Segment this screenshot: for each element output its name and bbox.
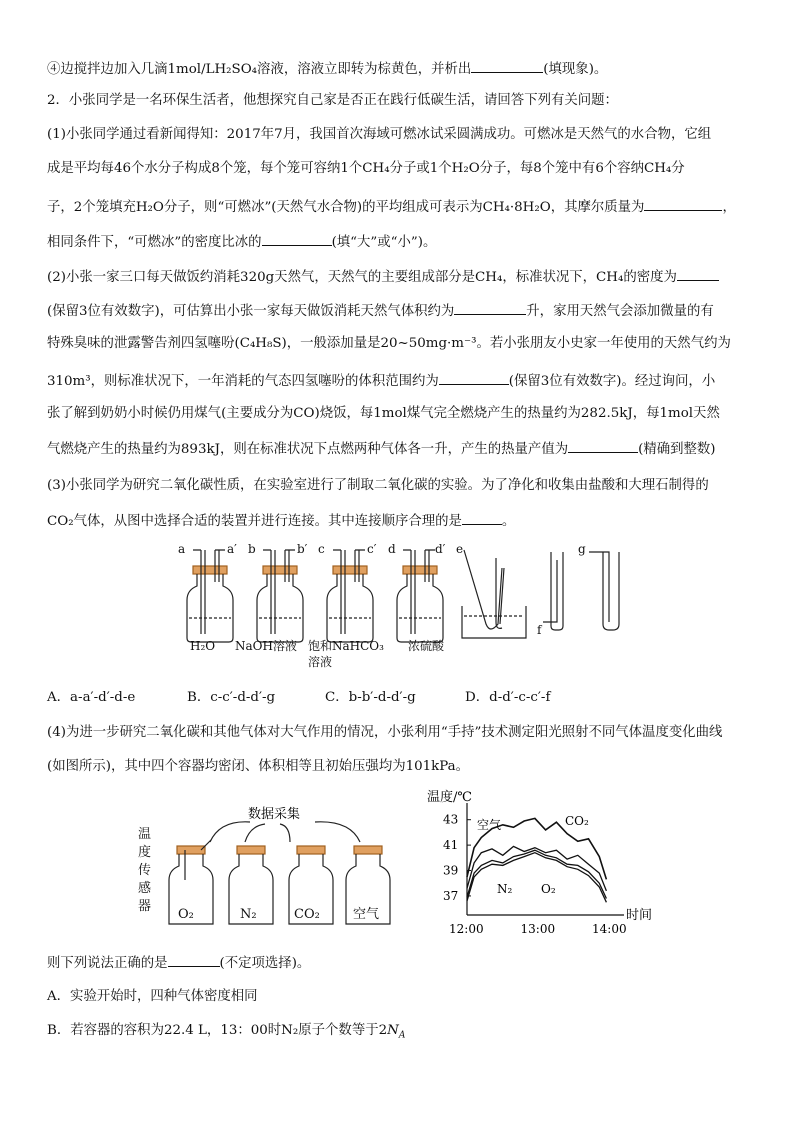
y-tick-label: 37	[443, 888, 459, 903]
y-tick-label: 39	[443, 863, 459, 878]
text-line-4	[47, 159, 685, 179]
y-axis-label: 温度/℃	[427, 790, 472, 805]
sensor-label-1: 温	[138, 827, 152, 842]
line-15-text: (4)为进一步研究二氧化碳和其他气体对大气作用的情况，小张利用“手持”技术测定阳光照射不同气体温度变化曲线	[47, 725, 723, 740]
series-label-n2: N₂	[497, 882, 513, 896]
temperature-chart	[425, 785, 675, 940]
option-c[interactable]: C．b-b′-d-d′-g	[325, 690, 416, 705]
text-line-16	[47, 757, 469, 777]
line-12-text: 气燃烧产生的热量约为893kJ，则在标准状况下点燃两种气体各一升，产生的热量产值为	[47, 442, 569, 457]
question-2-title	[47, 91, 618, 111]
text-line-10	[47, 370, 715, 392]
series-label-co2: CO₂	[565, 814, 589, 828]
bottle-label-n2: N₂	[240, 907, 257, 922]
line-16-text: (如图所示)，其中四个容器均密闭、体积相等且初始压强均为101kPa。	[47, 759, 470, 774]
y-tick-label: 43	[443, 812, 459, 827]
answer-blank[interactable]	[454, 300, 526, 315]
wash-bottle-4	[397, 550, 443, 642]
answer-blank[interactable]	[168, 952, 220, 967]
x-tick-label: 12:00	[449, 922, 484, 936]
text-line-7	[47, 266, 719, 288]
line-6-end: (填“大”或“小”)。	[331, 235, 437, 250]
line-17-end: (不定项选择)。	[219, 956, 311, 971]
series-line-3	[467, 853, 606, 903]
answer-blank[interactable]	[462, 510, 502, 525]
line-11-text: 张了解到奶奶小时候仍用煤气(主要成分为CO)烧饭，每1mol煤气完全燃烧产生的热量约为282.5kJ，每1mol天然	[47, 406, 720, 421]
sensor-label-5: 器	[138, 899, 152, 914]
port-a-prime: a′	[227, 542, 237, 556]
temperature-chart-svg	[425, 785, 675, 940]
line-14-end: 。	[501, 514, 516, 529]
text-line-17	[47, 952, 310, 974]
answer-blank[interactable]	[439, 370, 509, 385]
port-b: b	[248, 542, 256, 556]
x-axis-label: 时间	[626, 908, 653, 923]
x-tick-label: 14:00	[592, 922, 627, 936]
line-10-text: 310m³，则标准状况下，一年消耗的气态四氢噻吩的体积范围约为	[47, 374, 439, 389]
line-6-text: 相同条件下，“可燃冰”的密度比冰的	[47, 235, 262, 250]
label-water: H₂O	[190, 639, 216, 653]
line-8-end: 升，家用天然气会添加微量的有	[526, 304, 714, 319]
sensor-label-3: 传	[138, 863, 152, 878]
line-9-text: 特殊臭味的泄露警告剂四氢噻吩(C₄H₈S)，一般添加量是20~50mg·m⁻³。若小张朋友小史家一年使用的天然气约为	[47, 336, 731, 351]
sensor-figure	[130, 800, 420, 935]
text-line-11	[47, 404, 720, 424]
line-10-end: (保留3位有效数字)。经过询问，小	[508, 374, 716, 389]
text-line-5	[47, 196, 736, 218]
line-7-text: (2)小张一家三口每天做饭约消耗320g天然气，天然气的主要组成部分是CH₄，标准状况下，CH₄的密度为	[47, 270, 677, 285]
line-14-text: CO₂气体，从图中选择合适的装置并进行连接。其中连接顺序合理的是	[47, 514, 462, 529]
text-line-1	[47, 58, 607, 80]
bottle-label-air: 空气	[353, 907, 380, 922]
line-5-end: ，	[722, 200, 736, 215]
question-2-text: 2．小张同学是一名环保生活者，他想探究自己家是否正在践行低碳生活，请回答下列有关问题：	[47, 93, 618, 108]
sensor-drawing	[130, 800, 420, 935]
line-1-end: (填现象)。	[543, 62, 608, 77]
answer-blank[interactable]	[677, 266, 719, 281]
option-b[interactable]: B．c-c′-d-d′-g	[187, 690, 276, 705]
label-h2so4: 浓硫酸	[408, 639, 445, 653]
text-line-3	[47, 125, 711, 145]
text-line-13	[47, 476, 709, 496]
sensor-label-2: 度	[138, 845, 152, 860]
x-tick-label: 13:00	[520, 922, 556, 936]
option-d[interactable]: D．d-d′-c-c′-f	[465, 690, 551, 705]
apparatus-figure	[160, 538, 640, 674]
answer-blank[interactable]	[471, 58, 543, 73]
avogadro-subscript: A	[398, 1030, 406, 1041]
option-a[interactable]: A．a-a′-d′-d-e	[47, 690, 136, 705]
label-solution: 溶液	[308, 655, 333, 669]
line-5-text: 子，2个笼填充H₂O分子，则“可燃冰”(天然气水合物)的平均组成可表示为CH₄·8H₂O，其摩尔质量为	[47, 200, 645, 215]
port-a: a	[178, 542, 186, 556]
port-b-prime: b′	[297, 542, 308, 556]
water-trough	[462, 550, 526, 638]
upward-collection-tube	[543, 552, 563, 630]
label-naoh: NaOH溶液	[235, 639, 297, 653]
avogadro-symbol: N	[387, 1023, 399, 1038]
line-12-end: (精确到整数)	[638, 442, 716, 457]
port-g: g	[578, 542, 586, 556]
answer-blank[interactable]	[568, 438, 638, 453]
text-line-8	[47, 300, 714, 322]
apparatus-drawing	[160, 538, 640, 674]
line-13-text: (3)小张同学为研究二氧化碳性质，在实验室进行了制取二氧化碳的实验。为了净化和收集由盐酸和大理石制得的	[47, 478, 709, 493]
statement-b-text: B．若容器的容积为22.4 L，13：00时N₂原子个数等于2	[47, 1023, 388, 1038]
sensor-label-4: 感	[138, 881, 152, 896]
statement-a-text: A．实验开始时，四种气体密度相同	[47, 989, 258, 1004]
wash-bottle-2	[257, 550, 303, 642]
bottle-label-co2: CO₂	[294, 907, 320, 922]
text-line-9	[47, 334, 731, 354]
line-3-text: (1)小张同学通过看新闻得知：2017年7月，我国首次海域可燃冰试采圆满成功。可燃冰是天然气的水合物，它组	[47, 127, 712, 142]
text-line-14	[47, 510, 515, 532]
series-label-o2: O₂	[541, 882, 556, 896]
text-line-12	[47, 438, 716, 460]
port-e: e	[456, 542, 464, 556]
port-c: c	[318, 542, 325, 556]
statement-b	[47, 1021, 405, 1046]
port-f: f	[537, 623, 542, 637]
statement-a	[47, 987, 258, 1007]
line-1-text: ④边搅拌边加入几滴1mol/LH₂SO₄溶液，溶液立即转为棕黄色，并析出	[47, 62, 472, 77]
label-nahco3: 饱和NaHCO₃	[308, 639, 384, 653]
text-line-6	[47, 231, 436, 253]
line-8-text: (保留3位有效数字)，可估算出小张一家每天做饭消耗天然气体积约为	[47, 304, 455, 319]
port-c-prime: c′	[367, 542, 377, 556]
port-d-prime: d′	[435, 542, 446, 556]
text-line-15	[47, 723, 722, 743]
bottle-label-o2: O₂	[178, 907, 194, 922]
downward-collection-tube	[589, 552, 619, 630]
line-17-text: 则下列说法正确的是	[47, 956, 168, 971]
port-d: d	[388, 542, 396, 556]
wash-bottle-3	[327, 550, 373, 642]
wash-bottle-1	[187, 550, 233, 642]
answer-blank[interactable]	[644, 196, 722, 211]
answer-blank[interactable]	[262, 231, 332, 246]
series-label-air: 空气	[477, 818, 502, 832]
data-collection-label: 数据采集	[248, 807, 301, 822]
line-4-text: 成是平均每46个水分子构成8个笼，每个笼可容纳1个CH₄分子或1个H₂O分子，每8个笼中有6个容纳CH₄分	[47, 161, 685, 176]
y-tick-label: 41	[443, 838, 459, 853]
